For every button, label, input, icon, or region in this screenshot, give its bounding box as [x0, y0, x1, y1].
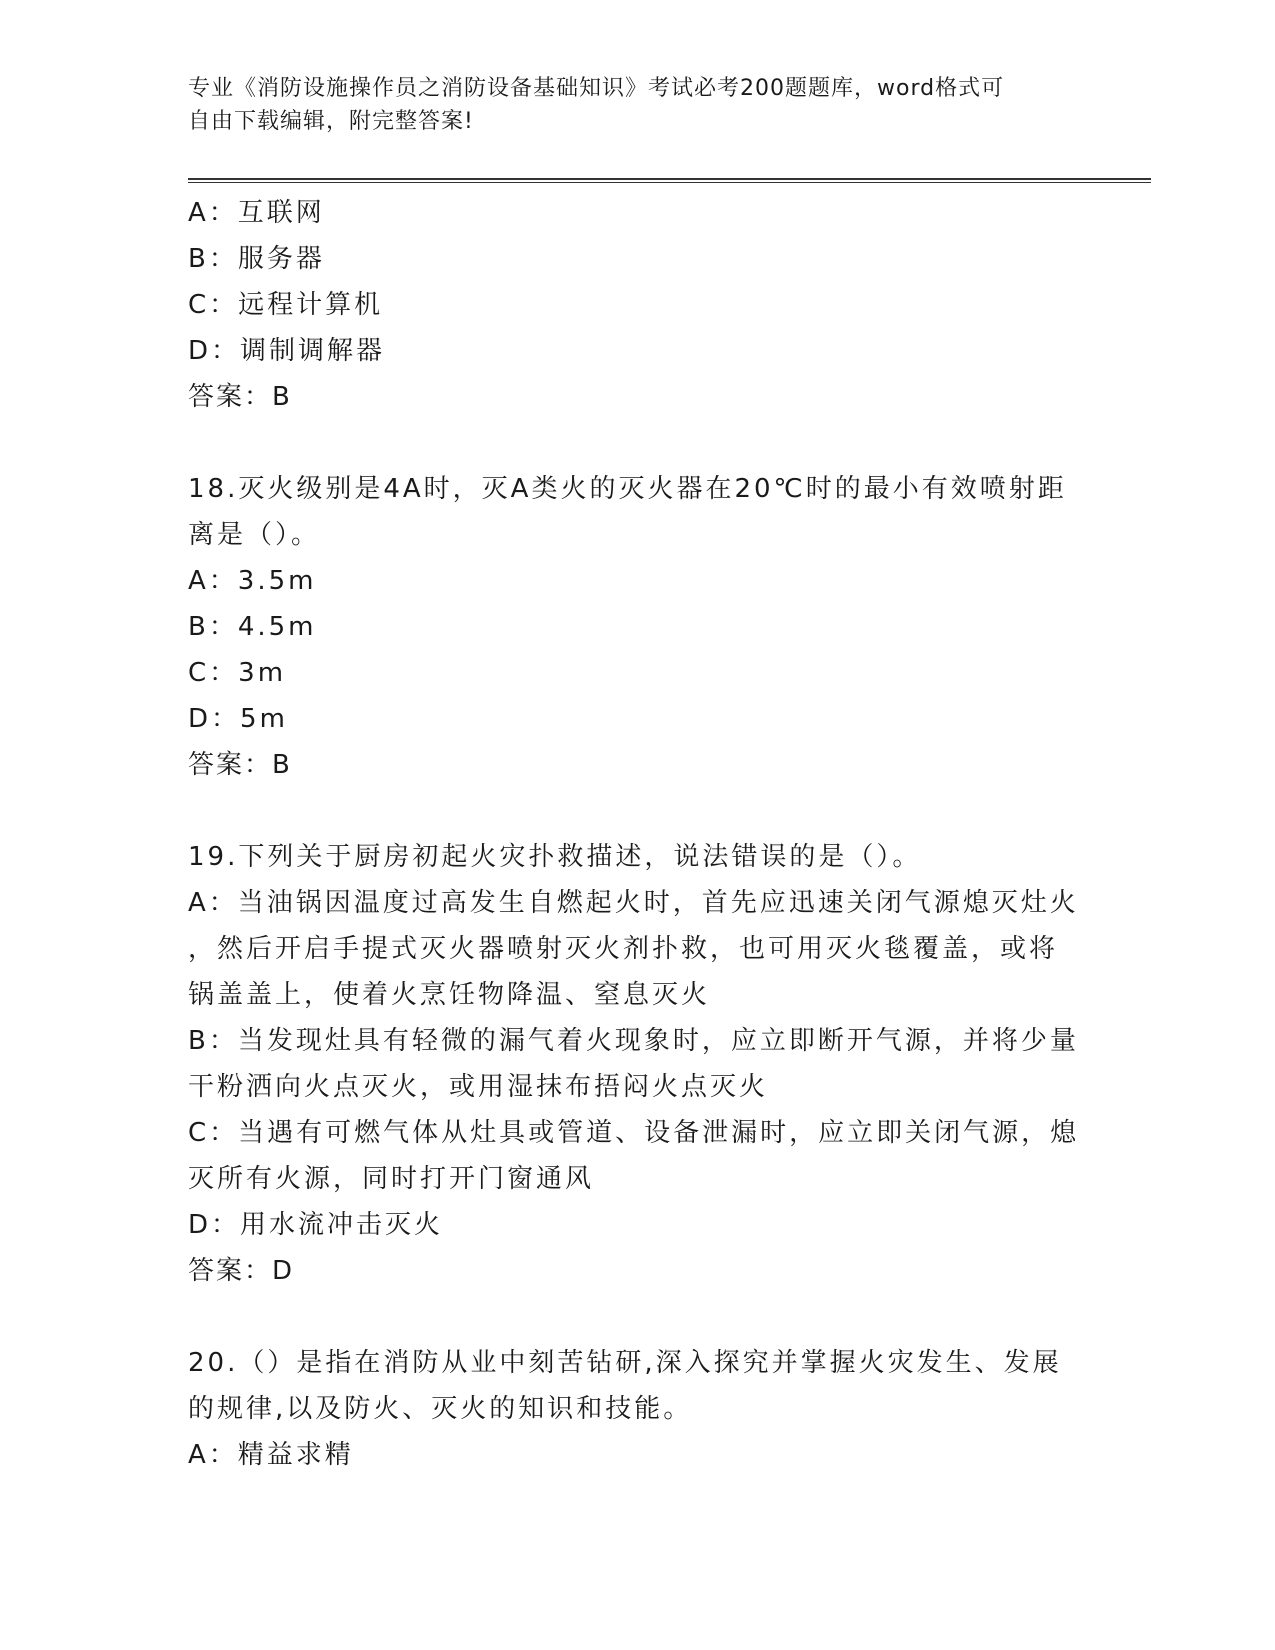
answer: 答案：B — [188, 750, 292, 780]
option-a: A：精益求精 — [188, 1440, 354, 1470]
header-divider — [188, 178, 1151, 183]
option-c: C：远程计算机 — [188, 290, 384, 320]
option-d: D：调制调解器 — [188, 336, 386, 366]
answer: 答案：D — [188, 1256, 295, 1286]
question-20 — [188, 1340, 1078, 1478]
question-content — [188, 190, 1078, 1478]
option-a-continued: ，然后开启手提式灭火器喷射灭火剂扑救，也可用灭火毯覆盖，或将 — [188, 934, 1059, 964]
page-header — [188, 72, 1068, 138]
question-17 — [188, 190, 1078, 420]
question-18 — [188, 466, 1078, 788]
question-stem: 19.下列关于厨房初起火灾扑救描述，说法错误的是（）。 — [188, 842, 922, 872]
option-b: B：服务器 — [188, 244, 325, 274]
option-d: D：5m — [188, 704, 288, 734]
option-d: D：用水流冲击灭火 — [188, 1210, 444, 1240]
option-c: C：3m — [188, 658, 287, 688]
question-19 — [188, 834, 1078, 1294]
option-b: B：当发现灶具有轻微的漏气着火现象时，应立即断开气源，并将少量 — [188, 1026, 1079, 1056]
option-c: C：当遇有可燃气体从灶具或管道、设备泄漏时，应立即关闭气源，熄 — [188, 1118, 1080, 1148]
spacer — [188, 420, 1078, 466]
option-a-continued: 锅盖盖上，使着火烹饪物降温、窒息灭火 — [188, 980, 711, 1010]
header-line-1: 专业《消防设施操作员之消防设备基础知识》考试必考200题题库，word格式可 — [188, 76, 1005, 101]
option-a: A：3.5m — [188, 566, 317, 596]
option-a: A：当油锅因温度过高发生自燃起火时，首先应迅速关闭气源熄灭灶火 — [188, 888, 1079, 918]
option-a: A：互联网 — [188, 198, 325, 228]
option-c-continued: 灭所有火源，同时打开门窗通风 — [188, 1164, 595, 1194]
question-stem: 的规律,以及防火、灭火的知识和技能。 — [188, 1394, 693, 1424]
spacer — [188, 788, 1078, 834]
question-stem: 20.（）是指在消防从业中刻苦钻研,深入探究并掌握火灾发生、发展 — [188, 1348, 1062, 1378]
answer: 答案：B — [188, 382, 292, 412]
option-b-continued: 干粉洒向火点灭火，或用湿抹布捂闷火点灭火 — [188, 1072, 769, 1102]
question-stem: 18.灭火级别是4A时，灭A类火的灭火器在20℃时的最小有效喷射距 — [188, 474, 1067, 504]
header-line-2: 自由下载编辑，附完整答案! — [188, 109, 474, 134]
question-stem: 离是（）。 — [188, 520, 321, 550]
spacer — [188, 1294, 1078, 1340]
option-b: B：4.5m — [188, 612, 317, 642]
